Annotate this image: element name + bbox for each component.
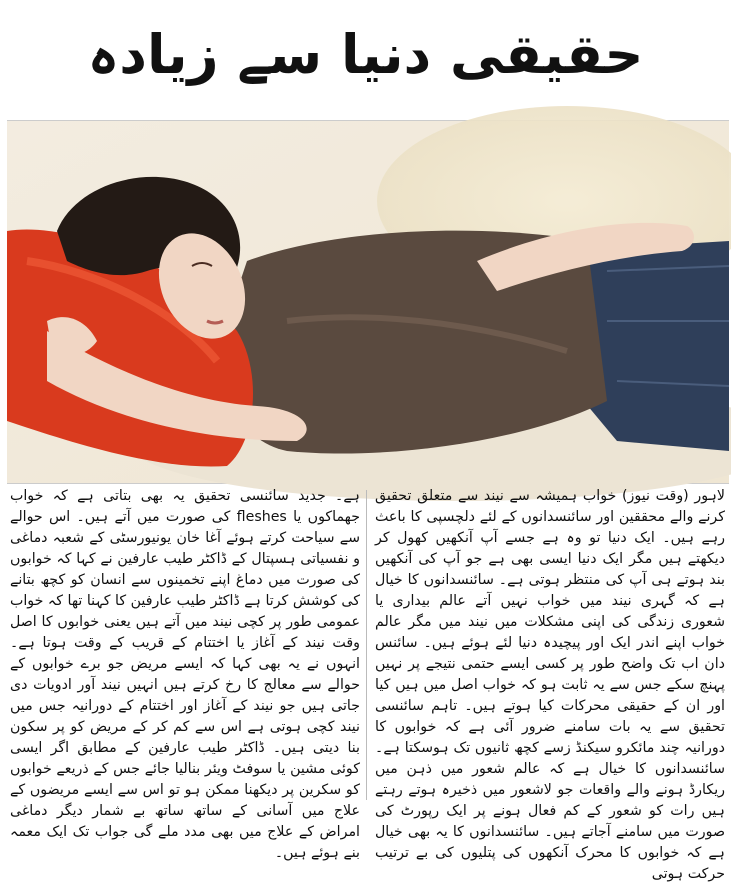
article-photo: [7, 120, 729, 484]
article-column-right: لاہور (وقت نیوز) خواب ہمیشہ سے نیند سے متعلق تحقیق کرنے والے محققین اور سائنسدانوں کے لئے دلچسپی کا باعث رہے ہیں۔ ایک دنیا تو وہ ہے جسے آپ آنکھیں کھول کر دیکھتے ہیں مگر ایک دنیا ایسی بھی ہے جو آپ کی آنکھیں بند ہوتے ہی آپ کی منتظر ہوتی ہے۔ سائنسدانوں کا خیال ہے کہ گہری نیند میں خواب نہیں آتے عالم بیداری یا شعوری زندگی کی اپنی مشکلات میں نیند میں مگر عالم خواب اپنے اندر ایک اور پیچیدہ دنیا لئے ہوئے ہیں۔ سائنس دان اب تک واضح طور پر کسی ایسے حتمی نتیجے پر نہیں پہنچ سکے جس سے یہ ثابت ہو کہ خواب اصل میں ہیں کیا اور ان کے حقیقی محرکات کیا ہوتے ہیں۔ تاہم سائنسی تحقیق سے یہ بات سامنے ضرور آئی ہے کہ خوابوں کا دورانیہ چند مائکرو سیکنڈ زسے کچھ ثانیوں تک ہوسکتا ہے۔ سائنسدانوں کا خیال ہے کہ عالم شعور میں ذہن میں ریکارڈ ہونے والے واقعات جو لاشعور میں ذخیرہ ہوتے رہتے ہیں رات کو شعور کے کم فعال ہونے پر ایک رپورٹ کی صورت میں سامنے آجاتے ہیں۔ سائنسدانوں کا یہ بھی خیال ہے کہ خوابوں کا محرک آنکھوں کی پتلیوں کی بے ترتیب حرکت ہوتی: [375, 488, 725, 882]
column-divider: [366, 490, 367, 800]
article-column-left: ہے۔ جدید سائنسی تحقیق یہ بھی بتاتی ہے کہ خواب جھماکوں یا fleshes کی صورت میں آتے ہیں۔ اس حوالے سے سیاحت کرتے ہوئے آغا خان یونیورسٹی کے شعبہ دماغی و نفسیاتی ہسپتال کے ڈاکٹر طیب عارفین نے کہا کہ خوابوں کی صورت میں دماغ اپنے تخمینوں سے انسان کو کچھ بتانے کی کوشش کرتا ہے ڈاکٹر طیب عارفین کا کہنا تھا کہ خواب عمومی طور پر کچی نیند میں آتے ہیں یعنی خوابوں کا اصل وقت نیند کے آغاز یا اختتام کے قریب کے وقت ہوتا ہے۔ انہوں نے یہ بھی کہا کہ ایسے مریض جو برے خوابوں کے حوالے سے معالج کا رخ کرتے ہیں انہیں نیند آور ادویات دی جاتی ہیں جو نیند کے آغاز اور اختتام کے دورانیہ جس میں نیند کچی ہوتی ہے اس سے کم کر کے مریض کو پر سکون بنا دیتی ہیں۔ ڈاکٹر طیب عارفین کے مطابق اگر ایسی کوئی مشین یا سوفٹ ویئر بنالیا جائے جس کے ذریعے خوابوں کو سکرین پر دیکھنا ممکن ہو تو اس سے ایسے مریضوں کے علاج میں آسانی کے ساتھ ساتھ بے شمار دیگر دماغی امراض کے علاج میں بھی مدد ملے گی جواب تک ایک معمہ بنے ہوئے ہیں۔: [10, 488, 360, 861]
sleeping-woman-illustration: [7, 121, 729, 483]
article-headline: حقیقی دنیا سے زیادہ: [87, 23, 644, 86]
